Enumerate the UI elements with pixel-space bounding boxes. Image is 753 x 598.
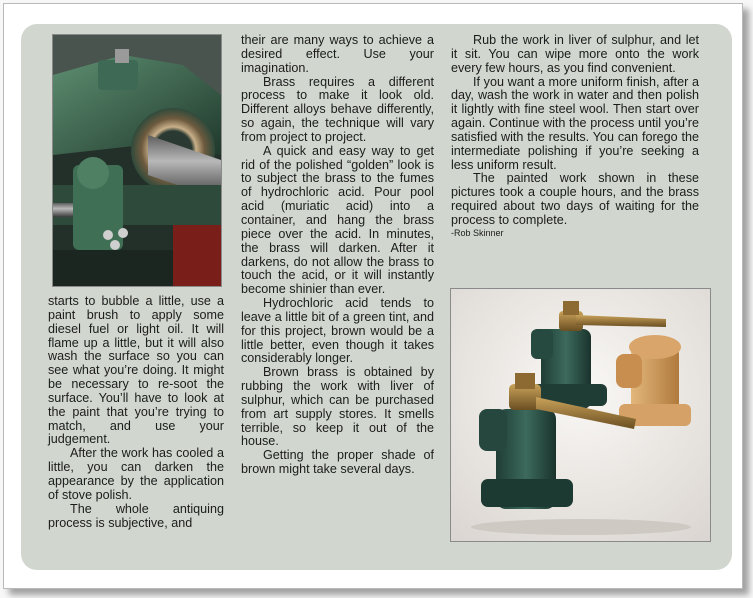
paragraph: After the work has cooled a little, you can darken the appearance by the application of stove polish. bbox=[48, 446, 224, 502]
paragraph: The whole antiquing process is subjective, and bbox=[48, 501, 224, 530]
brass-valves-photo bbox=[450, 288, 711, 542]
article-column-3 bbox=[451, 34, 699, 239]
paragraph: Hydrochloric acid tends to leave a little bit of a green tint, and for this project, brown would be a little better, even though it takes considerably longer. bbox=[241, 296, 434, 366]
paragraph: Brass requires a different process to make it look old. Different alloys behave differently, so again, the technique will vary from project to project. bbox=[241, 74, 434, 144]
paragraph: The painted work shown in these pictures took a couple hours, and the brass required about two days of waiting for the process to complete. bbox=[451, 171, 699, 227]
paragraph: Getting the proper shade of brown might take several days. bbox=[241, 448, 434, 477]
machine-detail-photo bbox=[52, 34, 222, 287]
author-signature: -Rob Skinner bbox=[451, 227, 504, 238]
paragraph: their are many ways to achieve a desired effect. Use your imagination. bbox=[241, 33, 434, 75]
brass-valves-illustration bbox=[451, 289, 710, 541]
machine-detail-illustration bbox=[53, 35, 221, 286]
paragraph: Rub the work in liver of sulphur, and let it sit. You can wipe more onto the work every few hours, as you find convenient. bbox=[451, 33, 699, 75]
article-column-1 bbox=[48, 295, 224, 530]
article-column-2 bbox=[241, 34, 434, 477]
paragraph: If you want a more uniform finish, after a day, wash the work in water and then polish it lightly with fine steel wool. Then start over again. Continue with the process until you’re satisfied with the results. You can forego the intermediate polishing if you’re seeking a less uniform result. bbox=[451, 74, 699, 172]
paragraph: starts to bubble a little, use a paint brush to apply some diesel fuel or light oil. It will flame up a little, but it will also wash the surface so you can see what you’re doing. It might be necessary to re-soot the surface. You’ll have to look at the paint that you’re trying to match, and use your judgement. bbox=[48, 294, 224, 447]
paragraph: Brown brass is obtained by rubbing the work with liver of sulphur, which can be purchased from art supply stores. It smells terrible, so keep it out of the house. bbox=[241, 365, 434, 449]
paragraph: A quick and easy way to get rid of the polished “golden” look is to subject the brass to the fumes of hydrochloric acid. Pour pool acid (muriatic acid) into a container, and hang the brass piece over the acid. In minutes, the brass will darken. After it darkens, do not allow the brass to touch the acid, or it will instantly become shinier than ever. bbox=[241, 143, 434, 297]
